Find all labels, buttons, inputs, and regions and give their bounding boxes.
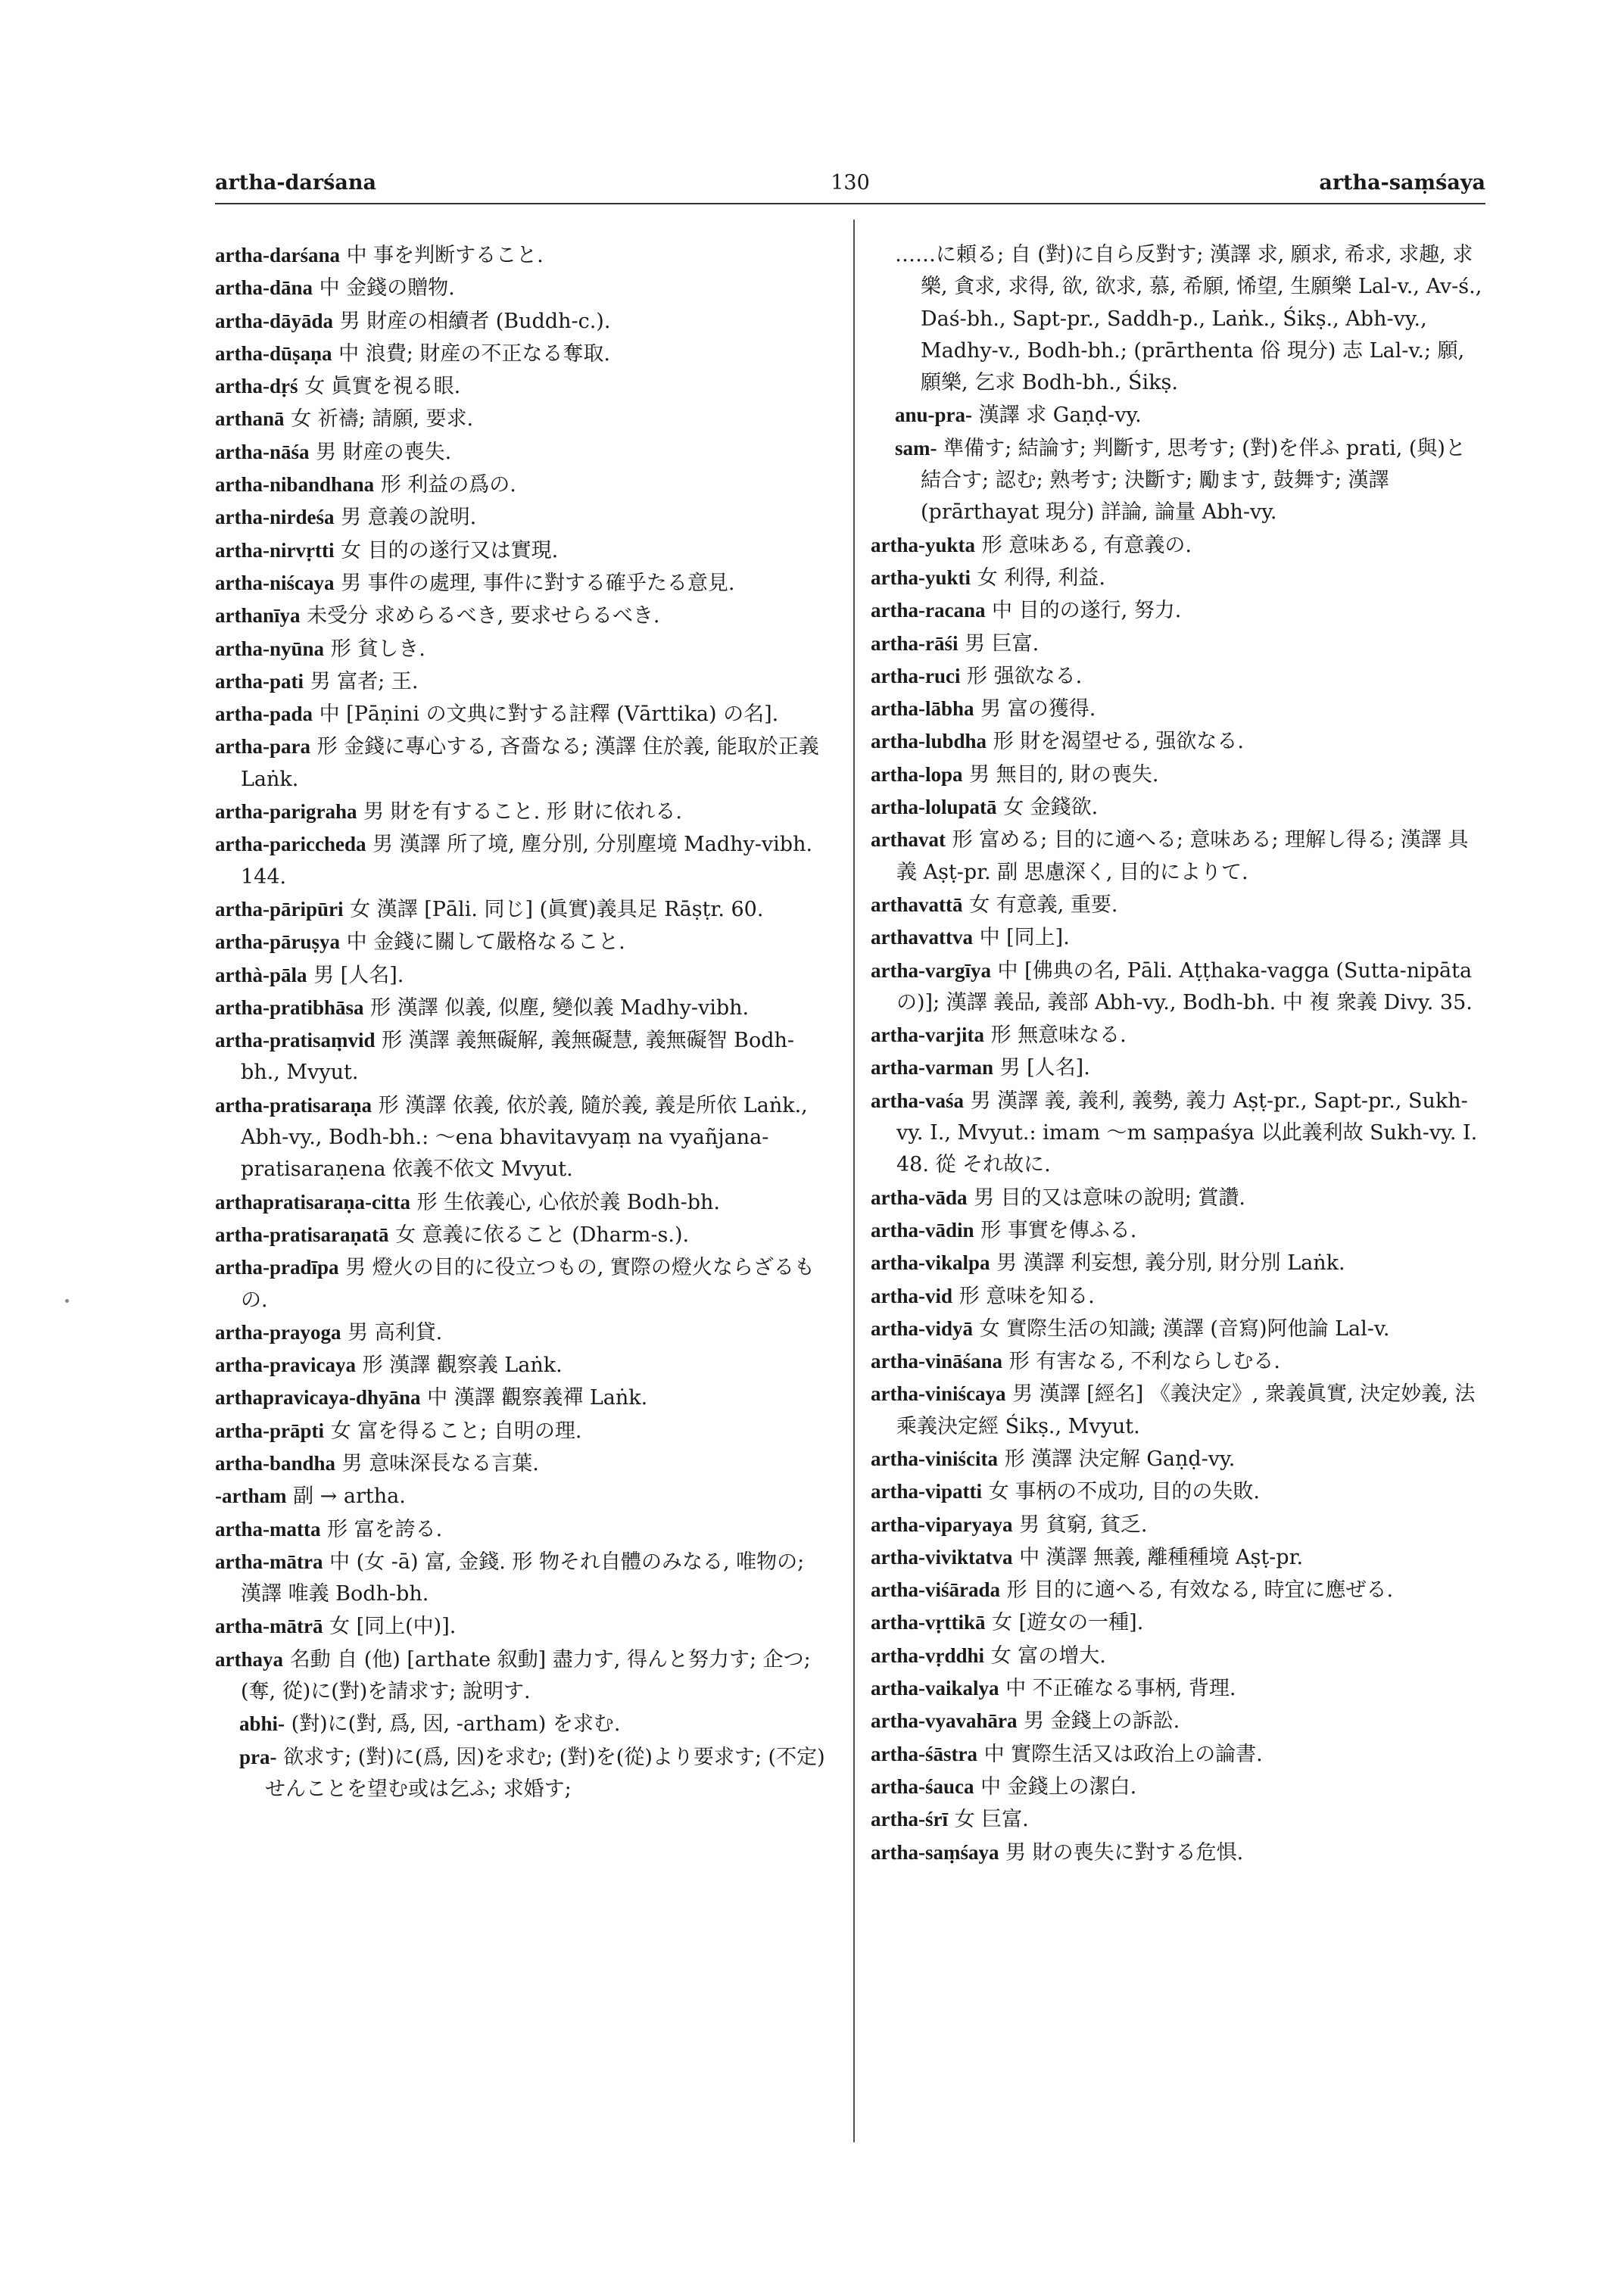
entry-headword: artha-pratisaṃvid (215, 1029, 376, 1052)
entry-headword: artha-prayoga (215, 1320, 341, 1344)
dictionary-entry: arthanā 女 祈禱; 請願, 要求. (215, 407, 474, 431)
entry-headword: artha-śrī (871, 1808, 948, 1831)
dictionary-entry: artha-yukti 女 利得, 利益. (871, 565, 1105, 590)
dictionary-entry: -artham 副 → artha. (215, 1485, 406, 1509)
entry-headword: artha-lopa (871, 762, 963, 786)
dictionary-entry: artha-bandha 男 意味深長なる言葉. (215, 1451, 539, 1475)
dictionary-entry: artha-dṛś 女 眞實を視る眼. (215, 375, 461, 399)
dictionary-entry: artha-yukta 形 意味ある, 有意義の. (871, 533, 1192, 557)
dictionary-entry: artha-dūṣaṇa 中 浪費; 財産の不正なる奪取. (215, 341, 610, 366)
entry-headword: artha-racana (871, 599, 986, 622)
dictionary-entry: artha-pratisaṃvid 形 漢譯 義無礙解, 義無礙慧, 義無礙智 Bodh-bh., Mvyut. (215, 1029, 795, 1085)
dictionary-entry: artha-śāstra 中 實際生活又は政治上の論書. (871, 1742, 1263, 1766)
dictionary-entry: artha-pravicaya 形 漢譯 觀察義 Laṅk. (215, 1354, 563, 1378)
entry-headword: artha-dāna (215, 276, 313, 300)
right-column (871, 239, 1485, 1869)
entry-headword: artha-parigraha (215, 800, 357, 824)
entry-headword: artha-pravicaya (215, 1354, 356, 1377)
dictionary-entry: arthaya 名動 自 (他) [arthate 叙動] 盡力す, 得んと努力す; 企つ; (奪, 從)に(對)を請求す; 說明す. (215, 1647, 811, 1704)
dictionary-entry: abhi- (對)に(對, 爲, 因, -artham) を求む. (239, 1712, 621, 1737)
dictionary-entry: artha-vṛddhi 女 富の增大. (871, 1643, 1106, 1668)
dictionary-entry: artha-vināśana 形 有害なる, 不利ならしむる. (871, 1350, 1280, 1374)
entry-headword: artha-pāripūri (215, 897, 344, 921)
entry-headword: arthanā (215, 407, 285, 431)
dictionary-entry: artha-nirvṛtti 女 目的の遂行又は實現. (215, 538, 559, 562)
entry-headword: artha-para (215, 735, 310, 759)
running-head-left: artha-darśana (215, 171, 376, 195)
entry-headword: artha-śāstra (871, 1742, 977, 1765)
entry-headword: artha-pariccheda (215, 833, 366, 856)
entry-headword: artha-viviktatva (871, 1545, 1013, 1569)
dictionary-entry: artha-vaśa 男 漢譯 義, 義利, 義勢, 義力 Aṣṭ-pr., Sapt-pr., Sukh-vy. I., Mvyut.: imam ～m saṃpaśya 以此義利故 Sukh-vy. I. 48. 從 それ故に. (871, 1089, 1478, 1177)
entry-headword: artha-pada (215, 703, 313, 726)
entry-headword: arthanīya (215, 604, 301, 628)
dictionary-entry: arthavat 形 富める; 目的に適へる; 意味ある; 理解し得る; 漢譯 具義 Aṣṭ-pr. 副 思慮深く, 目的によりて. (871, 828, 1469, 884)
entry-headword: artha-darśana (215, 244, 341, 266)
entry-headword: artha-dṛś (215, 375, 298, 398)
entry-headword: artha-pāruṣya (215, 930, 341, 954)
dictionary-entry: artha-pratisaraṇatā 女 意義に依ること (Dharm-s.). (215, 1223, 690, 1247)
dictionary-entry: artha-pāruṣya 中 金錢に關して嚴格なること. (215, 930, 625, 955)
dictionary-entry: artha-lābha 男 富の獲得. (871, 697, 1096, 721)
entry-headword: artha-vādin (871, 1218, 974, 1242)
dictionary-entry: artha-matta 形 富を誇る. (215, 1517, 443, 1541)
running-head-right: artha-saṃśaya (1319, 171, 1485, 195)
dictionary-entry: artha-rāśi 男 巨富. (871, 631, 1040, 656)
entry-headword: artha-nyūna (215, 637, 325, 660)
dictionary-entry: artha-lolupatā 女 金錢欲. (871, 796, 1099, 820)
dictionary-entry: artha-pada 中 [Pāṇini の文典に對する註釋 (Vārttika) の名]. (215, 703, 779, 727)
dictionary-entry: artha-vaikalya 中 不正確なる事柄, 背理. (871, 1677, 1236, 1701)
entry-headword: artha-vipatti (871, 1480, 982, 1503)
entry-headword: artha-vṛttikā (871, 1611, 986, 1634)
entry-headword: artha-bandha (215, 1451, 336, 1475)
entry-headword: arthavattva (871, 926, 973, 949)
dictionary-entry: artha-dāna 中 金錢の贈物. (215, 276, 455, 301)
right-lead-entries (871, 239, 1485, 399)
dictionary-entry: artha-pratisaraṇa 形 漢譯 依義, 依於義, 隨於義, 義是所依 Laṅk., Abh-vy., Bodh-bh.: ～ena bhavitavyaṃ na vyañjana-pratisaraṇena 依義不依文 Mvyut. (215, 1093, 808, 1182)
dictionary-entry: artha-viparyaya 男 貧窮, 貧乏. (871, 1513, 1148, 1537)
left-sub-entries (215, 1708, 828, 1805)
entry-headword: artha-vaśa (871, 1089, 964, 1112)
entry-headword: artha-dūṣaṇa (215, 341, 332, 365)
dictionary-entry: artha-śrī 女 巨富. (871, 1808, 1029, 1832)
dictionary-entry: ……に頼る; 自 (對)に自ら反對す; 漢譯 求, 願求, 希求, 求趣, 求樂, 貪求, 求得, 欲, 欲求, 慕, 希願, 悕望, 生願樂 Lal-v., Av-ś., Daś-bh., Sapt-pr., Saddh-p., Laṅk., Śikṣ., Abh-vy., Madhy-v., Bodh-bh.; (prārthenta 俗 現分) 志 Lal-v.; 願, 願樂, 乞求 Bodh-bh., Śikṣ. (895, 243, 1482, 395)
entry-headword: artha-pradīpa (215, 1256, 339, 1279)
entry-headword: sam- (895, 436, 937, 460)
dictionary-entry: arthà-pāla 男 [人名]. (215, 963, 404, 987)
entry-headword: artha-pratisaraṇa (215, 1093, 372, 1117)
dictionary-entry: artha-vyavahāra 男 金錢上の訴訟. (871, 1709, 1180, 1734)
dictionary-entry: pra- 欲求す; (對)に(爲, 因)を求む; (對)を(從)より要求す; (不定)せんことを望む或は乞ふ; 求婚す; (239, 1745, 825, 1801)
entry-headword: arthà-pāla (215, 963, 307, 986)
entry-headword: artha-matta (215, 1517, 321, 1541)
dictionary-entry: artha-lubdha 形 財を渴望せる, 强欲なる. (871, 730, 1244, 754)
entry-headword: artha-niścaya (215, 571, 335, 594)
dictionary-entry: arthapravicaya-dhyāna 中 漢譯 觀察義禪 Laṅk. (215, 1386, 648, 1410)
running-head (215, 171, 1485, 201)
entry-headword: artha-vargīya (871, 958, 991, 982)
dictionary-entry: artha-viviktatva 中 漢譯 無義, 離種種境 Aṣṭ-pr. (871, 1545, 1304, 1569)
dictionary-entry: artha-vṛttikā 女 [遊女の一種]. (871, 1611, 1144, 1635)
entry-headword: arthavattā (871, 893, 963, 916)
entry-headword: artha-nāśa (215, 440, 310, 463)
dictionary-entry: arthavattva 中 [同上]. (871, 926, 1070, 950)
entry-headword: artha-dāyāda (215, 309, 334, 332)
dictionary-entry: artha-lopa 男 無目的, 財の喪失. (871, 762, 1159, 787)
entry-headword: arthaya (215, 1647, 283, 1671)
dictionary-entry: artha-ruci 形 强欲なる. (871, 664, 1083, 688)
entry-headword: artha-mātrā (215, 1615, 323, 1638)
page-number: 130 (831, 171, 870, 195)
entry-headword: artha-nirdeśa (215, 506, 335, 529)
dictionary-entry: artha-pati 男 富者; 王. (215, 669, 419, 693)
dictionary-entry: artha-viniścita 形 漢譯 決定解 Gaṇḍ-vy. (871, 1447, 1236, 1471)
dictionary-entry: artha-mātra 中 (女 -ā) 富, 金錢. 形 物それ自體のみなる, 唯物の; 漢譯 唯義 Bodh-bh. (215, 1550, 805, 1606)
entry-headword: anu-pra- (895, 403, 973, 427)
dictionary-entry: artha-darśana 中 事を判断すること. (215, 244, 544, 267)
entry-headword: artha-vid (871, 1284, 952, 1307)
dictionary-entry: artha-śauca 中 金錢上の潔白. (871, 1774, 1137, 1799)
entry-headword: abhi- (239, 1712, 285, 1736)
entry-headword: artha-varman (871, 1056, 993, 1080)
entry-headword: pra- (239, 1745, 277, 1768)
entry-headword: artha-varjita (871, 1023, 984, 1047)
dictionary-entry: artha-vipatti 女 事柄の不成功, 目的の失敗. (871, 1480, 1260, 1504)
entry-headword: artha-lābha (871, 697, 974, 721)
dictionary-entry: artha-vargīya 中 [佛典の名, Pāli. Aṭṭhaka-vagga (Sutta-nipāta の)]; 漢譯 義品, 義部 Abh-vy., Bodh-bh. 中 複 衆義 Divy. 35. (871, 958, 1473, 1014)
entry-headword: artha-lubdha (871, 730, 987, 753)
entry-headword: artha-śauca (871, 1774, 974, 1798)
dictionary-entry: artha-pradīpa 男 燈火の目的に役立つもの, 實際の燈火ならざるもの. (215, 1256, 815, 1312)
entry-headword: artha-pati (215, 669, 304, 693)
dictionary-entry: artha-vidyā 女 實際生活の知識; 漢譯 (音寫)阿他論 Lal-v. (871, 1316, 1390, 1341)
dictionary-entry: arthavattā 女 有意義, 重要. (871, 893, 1118, 917)
entry-headword: artha-vidyā (871, 1316, 973, 1340)
entry-headword: artha-pratibhāsa (215, 995, 364, 1019)
entry-headword: arthapratisaraṇa-citta (215, 1190, 410, 1213)
dictionary-entry: artha-pāripūri 女 漢譯 [Pāli. 同じ] (眞實)義具足 Rāṣṭr. 60. (215, 897, 764, 921)
dictionary-entry: arthapratisaraṇa-citta 形 生依義心, 心依於義 Bodh-bh. (215, 1190, 721, 1214)
dictionary-entry: artha-vikalpa 男 漢譯 利妄想, 義分別, 財分別 Laṅk. (871, 1251, 1345, 1276)
entry-headword: artha-mātra (215, 1550, 323, 1573)
right-sub-entries (871, 399, 1485, 528)
entry-headword: artha-saṃśaya (871, 1840, 999, 1864)
entry-headword: artha-viniścita (871, 1447, 998, 1470)
entry-headword: artha-yukti (871, 565, 971, 589)
entry-headword: artha-nirvṛtti (215, 538, 335, 562)
entry-headword: artha-vṛddhi (871, 1643, 985, 1667)
dictionary-entry: artha-nibandhana 形 利益の爲の. (215, 473, 516, 497)
dictionary-entry: artha-prayoga 男 高利貸. (215, 1320, 443, 1344)
dictionary-entry: sam- 準備す; 結論す; 判斷す, 思考す; (對)を伴ふ prati, (與)と結合す; 認む; 熟考す; 決斷す; 勵ます, 鼓舞す; 漢譯 (prārthayat 現分) 詳論, 論量 Abh-vy. (895, 436, 1466, 525)
dictionary-entry: artha-pratibhāsa 形 漢譯 似義, 似塵, 變似義 Madhy-vibh. (215, 995, 750, 1020)
dictionary-entry: artha-saṃśaya 男 財の喪失に對する危惧. (871, 1840, 1244, 1865)
entry-headword: artha-rāśi (871, 631, 959, 655)
column-divider (853, 220, 855, 2142)
dictionary-entry: anu-pra- 漢譯 求 Gaṇḍ-vy. (895, 403, 1142, 428)
entry-headword: artha-vyavahāra (871, 1709, 1018, 1733)
right-entries (871, 529, 1485, 1869)
dictionary-entry: artha-viśārada 形 目的に適へる, 有效なる, 時宜に應ぜる. (871, 1578, 1394, 1603)
entry-headword: artha-vināśana (871, 1350, 1003, 1373)
dictionary-entry: artha-parigraha 男 財を有すること. 形 財に依れる. (215, 800, 682, 824)
entry-headword: artha-prāpti (215, 1419, 324, 1442)
entry-headword: artha-viśārada (871, 1578, 1000, 1602)
entry-headword: arthapravicaya-dhyāna (215, 1386, 421, 1410)
dictionary-entry: artha-nirdeśa 男 意義の說明. (215, 506, 477, 530)
entry-headword: artha-viniścaya (871, 1382, 1006, 1406)
entry-headword: arthavat (871, 828, 946, 852)
left-column (215, 239, 828, 1805)
dictionary-entry: artha-vid 形 意味を知る. (871, 1284, 1095, 1308)
dictionary-entry: artha-pariccheda 男 漢譯 所了境, 塵分別, 分別塵境 Madhy-vibh. 144. (215, 833, 813, 889)
dictionary-entry: artha-viniścaya 男 漢譯 [經名] 《義決定》, 衆義眞實, 決定妙義, 法乘義決定經 Śikṣ., Mvyut. (871, 1382, 1476, 1438)
dictionary-entry: artha-prāpti 女 富を得ること; 自明の理. (215, 1419, 582, 1443)
dictionary-entry: artha-varjita 形 無意味なる. (871, 1023, 1127, 1048)
dictionary-entry: artha-vādin 形 事實を傳ふる. (871, 1218, 1137, 1242)
entry-headword: -artham (215, 1485, 287, 1508)
entry-headword: artha-ruci (871, 664, 961, 687)
dictionary-entry: artha-mātrā 女 [同上(中)]. (215, 1615, 457, 1639)
entry-headword: artha-nibandhana (215, 473, 375, 497)
entry-headword: artha-viparyaya (871, 1513, 1013, 1536)
dictionary-entry: artha-racana 中 目的の遂行, 努力. (871, 599, 1182, 623)
entry-headword: artha-yukta (871, 533, 976, 556)
page-speck (65, 1299, 69, 1303)
entry-headword: artha-pratisaraṇatā (215, 1223, 389, 1246)
header-rule (215, 203, 1485, 204)
entry-headword: artha-lolupatā (871, 796, 997, 819)
dictionary-entry: artha-varman 男 [人名]. (871, 1056, 1090, 1080)
dictionary-entry: artha-para 形 金錢に專心する, 吝嗇なる; 漢譯 住於義, 能取於正義 Laṅk. (215, 735, 819, 791)
entry-headword: artha-vikalpa (871, 1251, 990, 1275)
left-entries (215, 239, 828, 1708)
dictionary-entry: artha-nāśa 男 財産の喪失. (215, 440, 452, 464)
entry-headword: artha-vaikalya (871, 1677, 999, 1700)
entry-headword: artha-vāda (871, 1185, 968, 1209)
dictionary-entry: arthanīya 未受分 求めらるべき, 要求せらるべき. (215, 604, 660, 628)
dictionary-entry: artha-nyūna 形 貧しき. (215, 637, 425, 661)
dictionary-entry: artha-niścaya 男 事件の處理, 事件に對する確乎たる意見. (215, 571, 735, 595)
dictionary-entry: artha-dāyāda 男 財産の相續者 (Buddh-c.). (215, 309, 611, 333)
dictionary-entry: artha-vāda 男 目的又は意味の說明; 賞讚. (871, 1185, 1245, 1210)
